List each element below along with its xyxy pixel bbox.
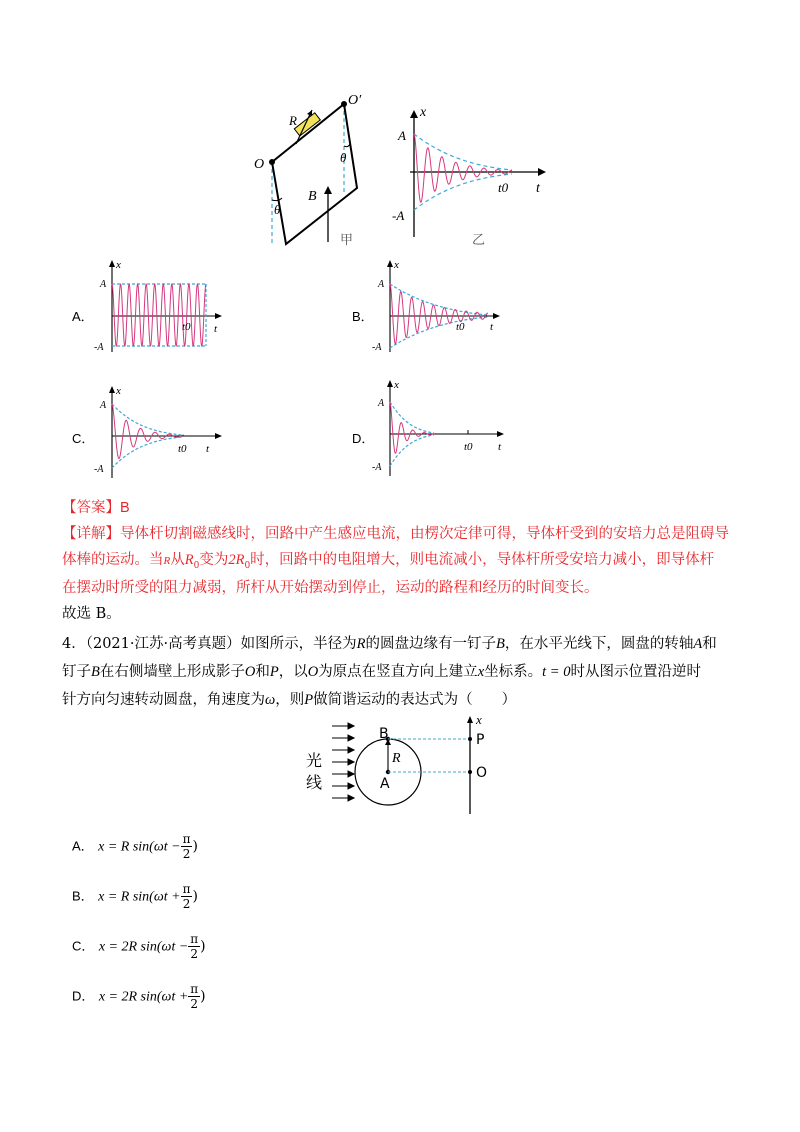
svg-text:t0: t0: [456, 321, 465, 333]
svg-text:t: t: [206, 443, 210, 455]
detail-conclusion: 故选 B。: [62, 606, 121, 622]
label-theta-left: θ: [274, 202, 281, 217]
answer-label: 【答案】: [62, 500, 120, 516]
label-negA: -A: [392, 208, 405, 223]
svg-text:t0: t0: [178, 443, 187, 455]
caption-jia: 甲: [340, 233, 354, 248]
option-B-graph: [372, 258, 502, 354]
detail-label: 【详解】: [62, 526, 120, 542]
detail-text-2c: 变为: [199, 552, 229, 568]
svg-text:A: A: [378, 279, 385, 290]
q4-line-1: 4．（2021·江苏·高考真题）如图所示，半径为R的圆盘边缘有一钉子B，在水平光线下，圆盘的转轴A和: [62, 636, 717, 652]
svg-text:A: A: [378, 398, 385, 409]
axis-x-arrow: [410, 110, 418, 118]
option-A-graph: [94, 258, 224, 354]
svg-text:t0: t0: [464, 441, 473, 453]
figure-q4: [300, 714, 510, 818]
figure-jia: [254, 93, 362, 248]
label-Oprime: O′: [348, 93, 362, 108]
detail-text-2d: 时，回路中的电阻增大，则电流减小，导体杆所受安培力减小，即导体杆: [250, 552, 715, 568]
detail-text-2a: 体棒的运动。当: [62, 552, 164, 568]
q4-source: （2021·江苏·高考真题）: [85, 636, 241, 652]
option-A-letter[interactable]: A．: [72, 309, 94, 324]
q4-line-3: 针方向匀速转动圆盘，角速度为ω，则P做简谐运动的表达式为（ ）: [62, 692, 517, 708]
label-x-q4: x: [476, 714, 482, 727]
svg-text:-A: -A: [372, 342, 382, 353]
label-t0: t0: [498, 180, 509, 195]
svg-text:-A: -A: [94, 464, 104, 475]
q4-number: 4．: [62, 636, 86, 652]
detail-text-2b: 从: [170, 552, 185, 568]
detail-var-R: R: [163, 555, 171, 567]
detail-var-2R0: 2R: [228, 552, 245, 568]
detail-line-2: [62, 550, 714, 576]
label-A-q4: A: [380, 776, 390, 792]
theta-arc-right: [344, 144, 350, 147]
label-R-q4: R: [392, 751, 401, 766]
svg-text:-A: -A: [94, 342, 104, 353]
axis-t-arrow: [538, 168, 546, 176]
label-O: O: [254, 157, 265, 172]
option-D-curve: [390, 402, 436, 453]
choice-C[interactable]: C． x = 2R sin(ωt − $\frac{\pi}{2}$ ): [72, 932, 206, 961]
detail-text-1: 导体杆切割磁感线时，回路中产生感应电流，由楞次定律可得，导体杆受到的安培力总是阻碍导: [120, 526, 729, 542]
label-A: A: [398, 128, 406, 143]
axis-x-label: x: [420, 105, 427, 120]
figure-yi: [392, 105, 546, 248]
svg-text:t: t: [498, 441, 502, 453]
option-C-letter[interactable]: C．: [72, 431, 95, 446]
choice-D[interactable]: D． x = 2R sin(ωt + $\frac{\pi}{2}$ ): [72, 982, 206, 1011]
svg-text:x: x: [116, 385, 121, 397]
svg-text:A: A: [100, 279, 107, 290]
svg-text:A: A: [100, 400, 107, 411]
detail-var-R0-sub: 0: [193, 560, 200, 571]
option-D-graph: [372, 378, 512, 478]
detail-line-1: [62, 524, 729, 544]
option-C-graph: [94, 384, 224, 480]
answer-value: B: [120, 500, 130, 516]
label-theta-right: θ: [340, 150, 347, 165]
theta-arc-left: [272, 198, 282, 201]
svg-text:t: t: [214, 323, 218, 335]
light-label-2: 线: [306, 773, 323, 792]
svg-text:x: x: [116, 259, 121, 271]
axis-t-label: t: [536, 181, 540, 196]
detail-line-3: 在摆动时所受的阻力减弱，所杆从开始摆动到停止，运动的路程和经历的时间变长。: [62, 580, 599, 596]
q4-line-2: 钉子B在右侧墙壁上形成影子O和P，以O为原点在竖直方向上建立x坐标系。t = 0时从图示位置沿逆时: [62, 664, 701, 680]
pivot-O: [269, 159, 275, 165]
label-O-q4: O: [476, 765, 488, 781]
choice-B[interactable]: B． x = R sin(ωt + $\frac{\pi}{2}$ ): [72, 882, 198, 911]
option-C-curve: [112, 404, 184, 458]
caption-yi: 乙: [472, 233, 486, 248]
detail-var-2R0-sub: 0: [244, 560, 251, 571]
pivot-Oprime: [341, 101, 347, 107]
label-R: R: [289, 113, 297, 128]
field-B-arrow-head: [324, 186, 332, 194]
svg-text:x: x: [394, 259, 399, 271]
label-P-q4: P: [476, 732, 485, 748]
svg-text:t0: t0: [182, 321, 191, 333]
svg-text:-A: -A: [372, 462, 382, 473]
light-arrows: [332, 723, 354, 801]
label-B-q4: B: [379, 726, 389, 742]
light-label-1: 光: [306, 751, 323, 770]
answer-line: [62, 498, 130, 518]
svg-text:t: t: [490, 321, 494, 333]
option-B-letter[interactable]: B．: [352, 309, 374, 324]
option-D-letter[interactable]: D．: [352, 431, 375, 446]
detail-var-R0: R: [184, 552, 194, 568]
option-A-curve: [112, 284, 206, 346]
label-B: B: [308, 189, 317, 204]
figure-main: [240, 92, 560, 252]
svg-text:x: x: [394, 379, 399, 391]
choice-A[interactable]: A． x = R sin(ωt − $\frac{\pi}{2}$ ): [72, 832, 198, 861]
